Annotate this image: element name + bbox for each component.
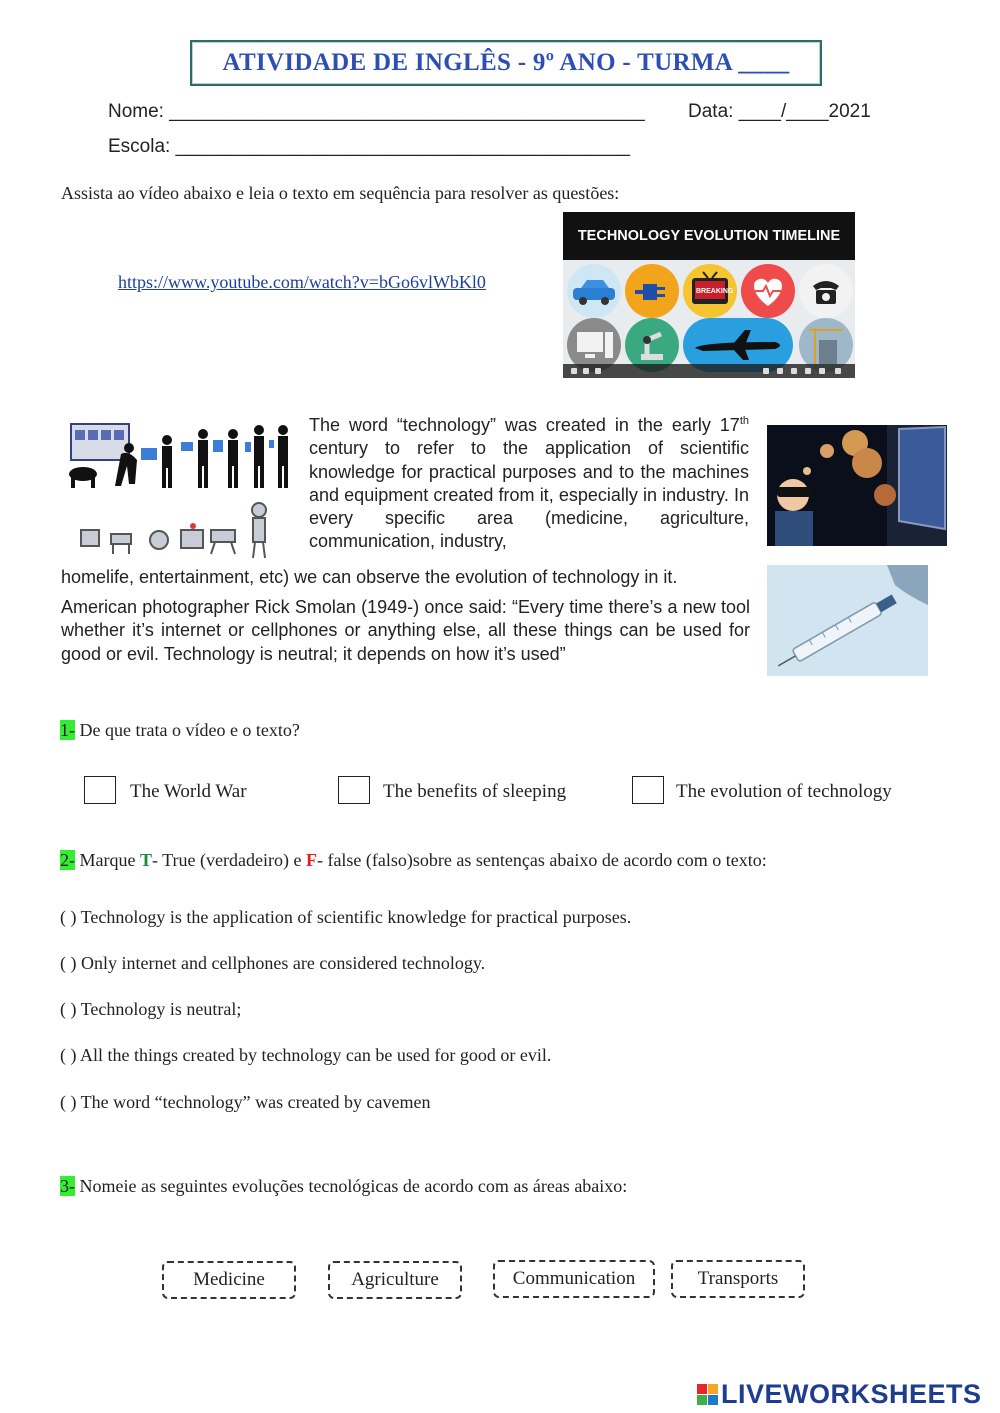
q1-option-1-checkbox[interactable] <box>84 776 116 804</box>
question-3: 3- Nomeie as seguintes evoluções tecnológicas de acordo com as áreas abaixo: <box>60 1176 628 1196</box>
date-field[interactable]: Data: ____/____2021 <box>688 101 871 122</box>
video-controls[interactable] <box>563 364 855 378</box>
page-title: ATIVIDADE DE INGLÊS - 9º ANO - TURMA ____ <box>222 49 790 76</box>
plug-icon <box>625 264 679 318</box>
title-box <box>190 40 822 86</box>
tf-statement-3[interactable]: ( ) Technology is neutral; <box>60 999 242 1019</box>
q1-option-2-checkbox[interactable] <box>338 776 370 804</box>
tf-statement-4[interactable]: ( ) All the things created by technology can be used for good or evil. <box>60 1045 552 1065</box>
video-thumbnail[interactable] <box>563 212 855 378</box>
space-viewer-image <box>767 425 947 546</box>
telephone-icon <box>799 264 853 318</box>
q1-option-1-label: The World War <box>130 781 247 802</box>
thumbnail-heading: TECHNOLOGY EVOLUTION TIMELINE <box>563 212 855 260</box>
area-transports[interactable]: Transports <box>671 1260 805 1298</box>
logo-text: LIVEWORKSHEETS <box>721 1378 982 1409</box>
q1-option-3-label: The evolution of technology <box>676 781 892 802</box>
logo-mark-icon <box>697 1384 718 1405</box>
evolution-illustration <box>63 420 297 562</box>
q1-option-2-label: The benefits of sleeping <box>383 781 567 802</box>
video-link[interactable]: https://www.youtube.com/watch?v=bGo6vlWbKl0 <box>118 272 486 292</box>
car-icon <box>567 264 621 318</box>
area-agriculture[interactable]: Agriculture <box>328 1261 462 1299</box>
question-2: 2- Marque T- True (verdadeiro) e F- false (falso)sobre as sentenças abaixo de acordo com o texto: <box>60 850 767 870</box>
name-field[interactable]: Nome: _____________________________________________ <box>108 101 645 122</box>
reading-paragraph-1: The word “technology” was created in the early 17th century to refer to the application of scientific knowledge for practical purposes and to the machines and equipment created from it, especially in industry. In every specific area (medicine, agriculture, communication, industry, <box>309 415 749 552</box>
reading-line-end: homelife, entertainment, etc) we can observe the evolution of technology in it. <box>61 567 678 587</box>
tf-statement-1[interactable]: ( ) Technology is the application of scientific knowledge for practical purposes. <box>60 907 632 927</box>
area-medicine[interactable]: Medicine <box>162 1261 296 1299</box>
heart-pulse-icon <box>741 264 795 318</box>
question-1: 1- De que trata o vídeo e o texto? <box>60 720 300 740</box>
liveworksheets-logo[interactable] <box>697 1378 982 1410</box>
vaccine-syringe-image <box>767 565 928 676</box>
school-field[interactable]: Escola: ___________________________________________ <box>108 136 630 157</box>
tv-icon <box>683 264 737 318</box>
tf-statement-5[interactable]: ( ) The word “technology” was created by cavemen <box>60 1092 431 1112</box>
breaking-label: BREAKING <box>696 288 734 295</box>
area-communication[interactable]: Communication <box>493 1260 655 1298</box>
instruction-text: Assista ao vídeo abaixo e leia o texto em sequência para resolver as questões: <box>61 183 620 203</box>
q1-option-3-checkbox[interactable] <box>632 776 664 804</box>
reading-paragraph-2: American photographer Rick Smolan (1949-) once said: “Every time there’s a new tool whether it’s internet or cellphones or anything else, all these things can be used for good or evil. Technology is neutral; it depends on how it’s used” <box>61 597 750 664</box>
tf-statement-2[interactable]: ( ) Only internet and cellphones are considered technology. <box>60 953 486 973</box>
